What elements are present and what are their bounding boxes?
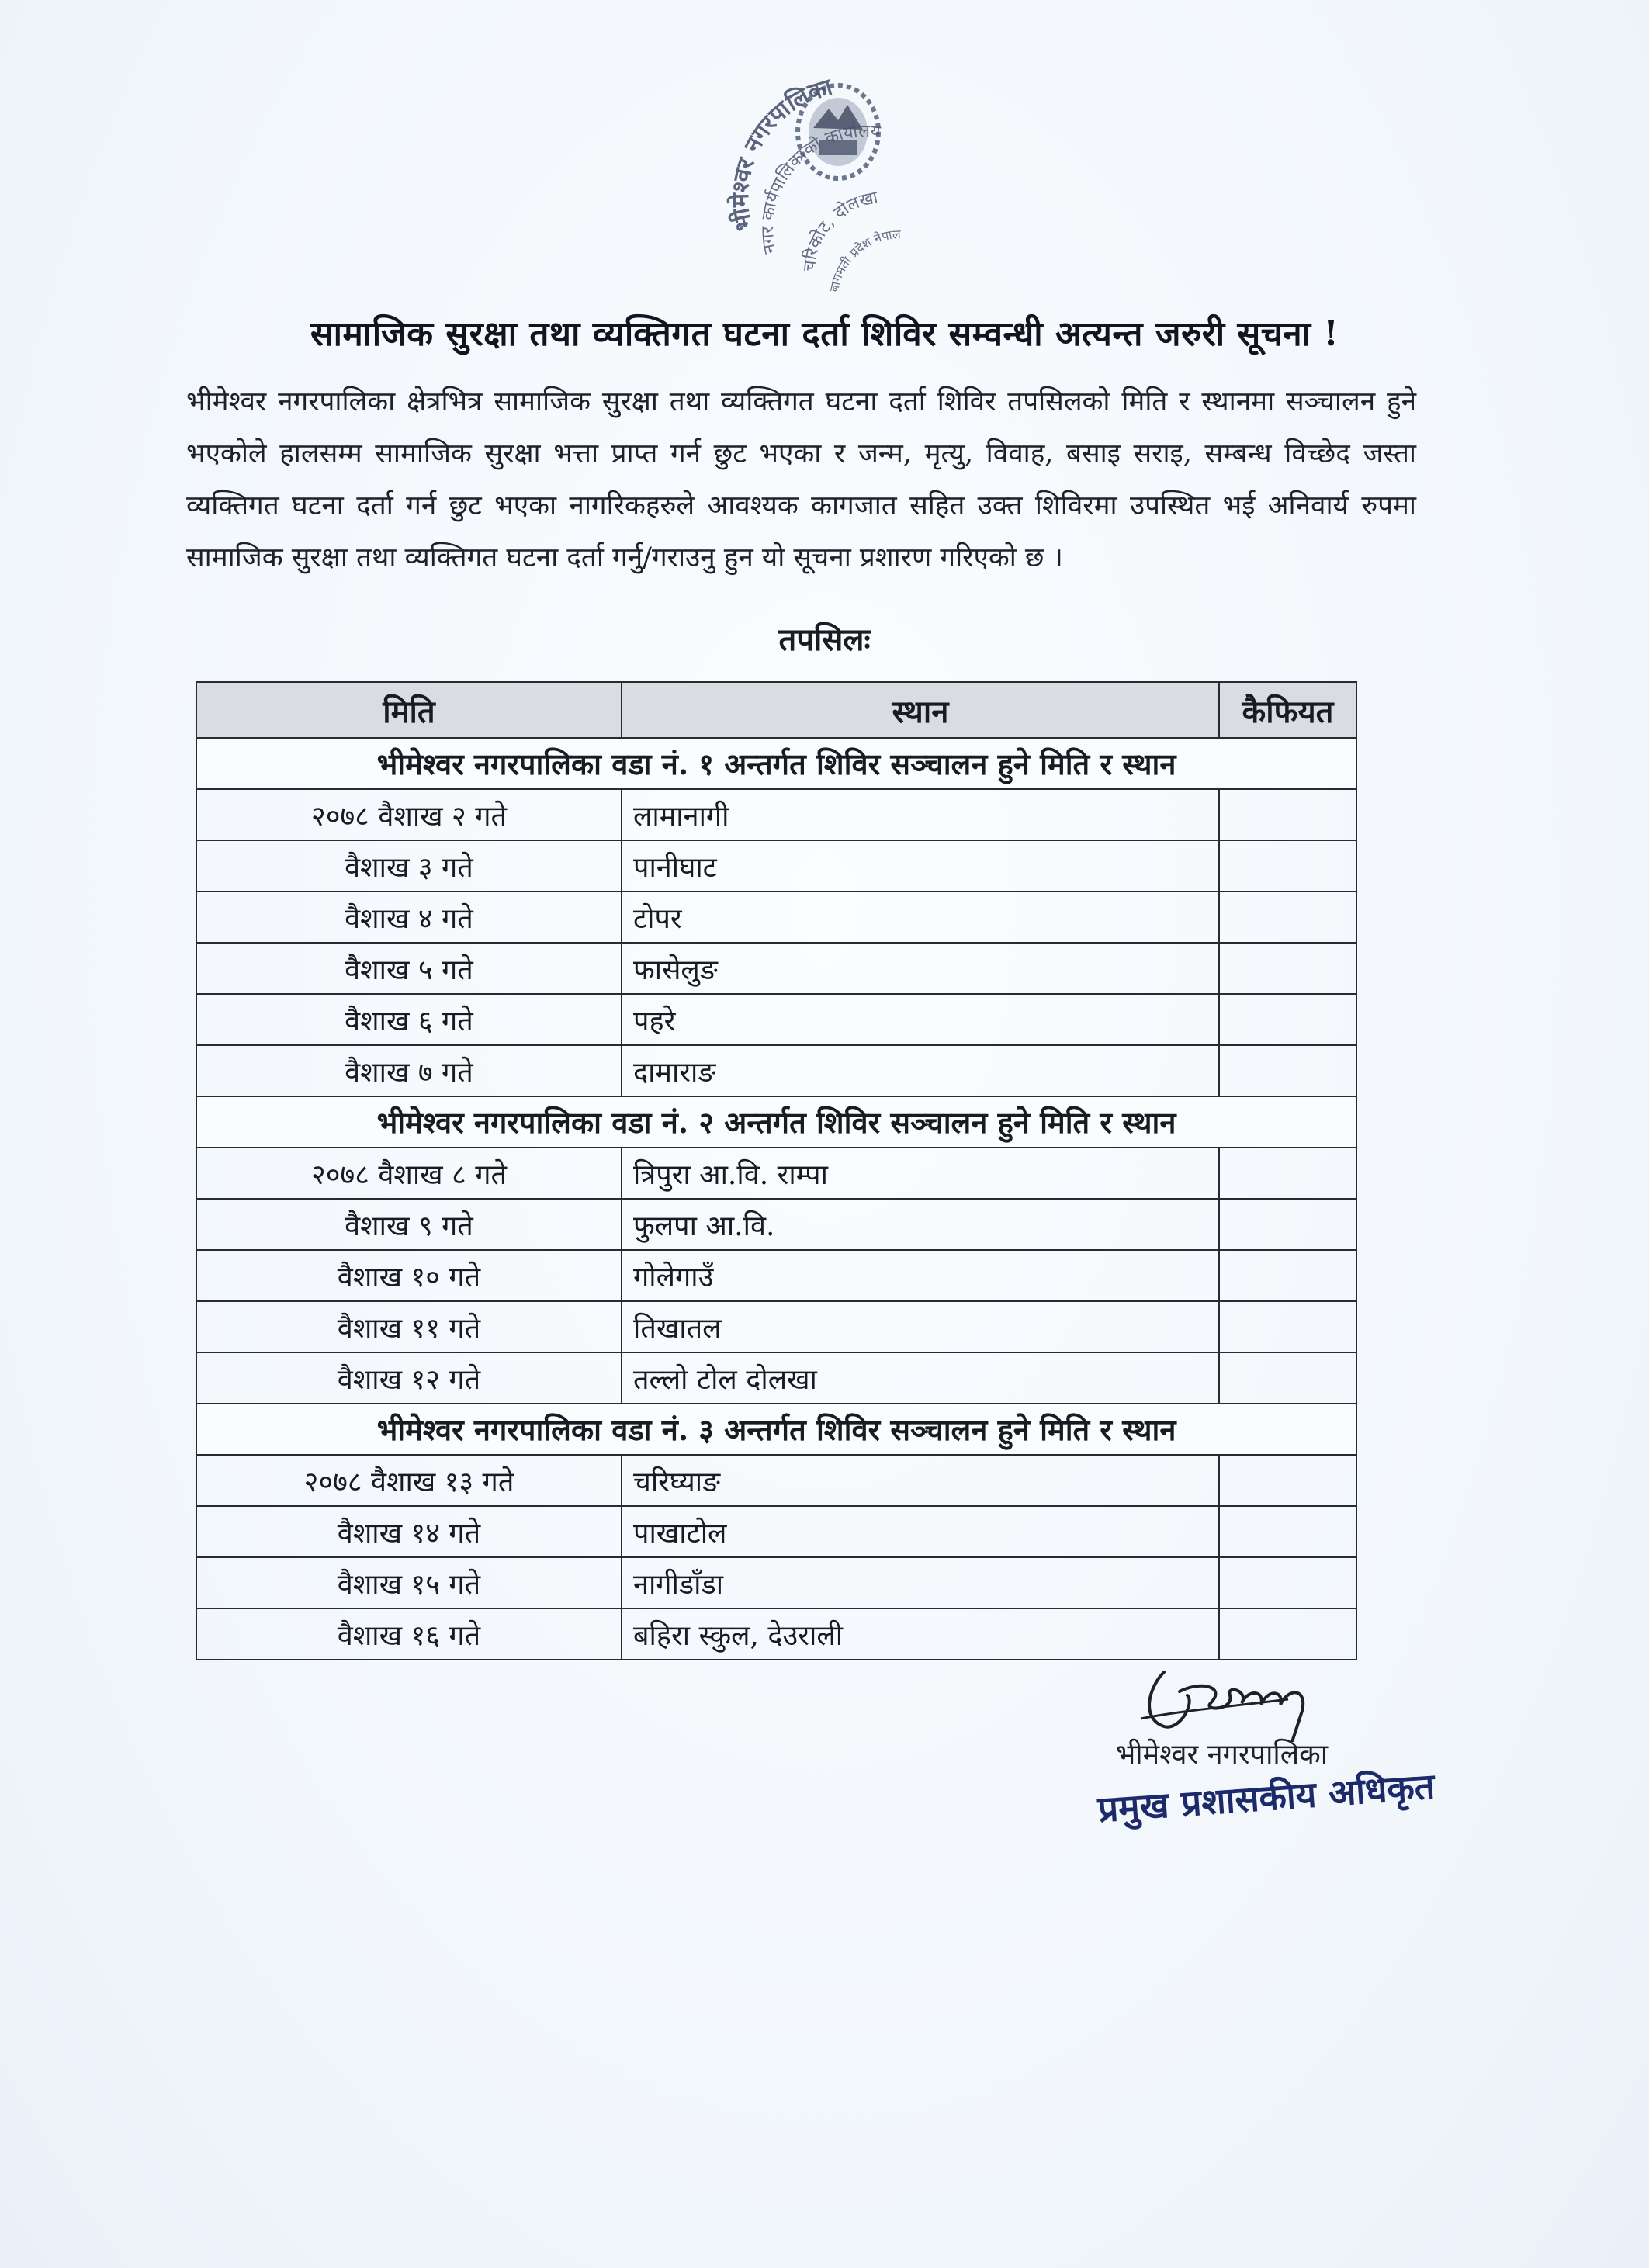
cell-date: २०७८ वैशाख ८ गते xyxy=(196,1148,622,1199)
cell-date: वैशाख १५ गते xyxy=(196,1557,622,1608)
cell-remarks xyxy=(1219,1250,1356,1301)
table-row xyxy=(196,943,1356,994)
cell-date: वैशाख १२ गते xyxy=(196,1352,622,1404)
table-row xyxy=(196,1045,1356,1096)
cell-date: २०७८ वैशाख २ गते xyxy=(196,789,622,840)
table-header-row xyxy=(196,682,1356,738)
cell-place: फुलपा आ.वि. xyxy=(622,1199,1219,1250)
table-row xyxy=(196,1301,1356,1352)
cell-date: वैशाख ७ गते xyxy=(196,1045,622,1096)
cell-date: वैशाख ४ गते xyxy=(196,892,622,943)
handwritten-signature xyxy=(1133,1657,1335,1742)
svg-text:बागमती प्रदेश नेपाल xyxy=(826,227,902,293)
table-row xyxy=(196,1250,1356,1301)
cell-remarks xyxy=(1219,1199,1356,1250)
cell-date: २०७८ वैशाख १३ गते xyxy=(196,1455,622,1506)
cell-place: पाखाटोल xyxy=(622,1506,1219,1557)
cell-remarks xyxy=(1219,1045,1356,1096)
cell-remarks xyxy=(1219,1557,1356,1608)
cell-remarks xyxy=(1219,840,1356,892)
designation-stamp: प्रमुख प्रशासकीय अधिकृत xyxy=(1096,1764,1436,1830)
signature-organization: भीमेश्वर नगरपालिका xyxy=(1116,1739,1329,1771)
notice-body: भीमेश्वर नगरपालिका क्षेत्रभित्र सामाजिक सुरक्षा तथा व्यक्तिगत घटना दर्ता शिविर तपसिलको मिति र स्थानमा सञ्चालन हुने भएकोले हालसम्म सामाजिक सुरक्षा भत्ता प्राप्त गर्न छुट भएका र जन्म, मृत्यु, विवाह, बसाइ सराइ, सम्बन्ध विच्छेद जस्ता व्यक्तिगत घटना दर्ता गर्न छुट भएका नागरिकहरुले आवश्यक कागजात सहित उक्त शिविरमा उपस्थित भई अनिवार्य रुपमा सामाजिक सुरक्षा तथा व्यक्तिगत घटना दर्ता गर्नु/गराउनु हुन यो सूचना प्रशारण गरिएको छ । xyxy=(186,386,1416,573)
cell-place: दामाराङ xyxy=(622,1045,1219,1096)
cell-place: नागीडाँडा xyxy=(622,1557,1219,1608)
cell-date: वैशाख ३ गते xyxy=(196,840,622,892)
table-row xyxy=(196,1352,1356,1404)
cell-place: टोपर xyxy=(622,892,1219,943)
ward-section-heading: भीमेश्वर नगरपालिका वडा नं. २ अन्तर्गत शिविर सञ्चालन हुने मिति र स्थान xyxy=(196,1096,1356,1148)
cell-date: वैशाख ९ गते xyxy=(196,1199,622,1250)
header-remarks: कैफियत xyxy=(1219,682,1356,738)
table-row xyxy=(196,1455,1356,1506)
seal-text-4: बागमती प्रदेश नेपाल xyxy=(826,227,902,293)
table-row xyxy=(196,789,1356,840)
cell-place: त्रिपुरा आ.वि. राम्पा xyxy=(622,1148,1219,1199)
cell-place: गोलेगाउँ xyxy=(622,1250,1219,1301)
table-row xyxy=(196,1506,1356,1557)
header-place: स्थान xyxy=(622,682,1219,738)
cell-remarks xyxy=(1219,1455,1356,1506)
cell-place: लामानागी xyxy=(622,789,1219,840)
cell-remarks xyxy=(1219,1352,1356,1404)
camp-schedule-table xyxy=(196,681,1357,1660)
table-row xyxy=(196,840,1356,892)
ward-section-heading-row xyxy=(196,738,1356,789)
table-row xyxy=(196,1557,1356,1608)
cell-date: वैशाख ५ गते xyxy=(196,943,622,994)
table-row xyxy=(196,1148,1356,1199)
cell-remarks xyxy=(1219,789,1356,840)
cell-date: वैशाख ११ गते xyxy=(196,1301,622,1352)
cell-place: फासेलुङ xyxy=(622,943,1219,994)
cell-date: वैशाख १६ गते xyxy=(196,1608,622,1660)
seal-text-2: नगर कार्यपालिकाको कार्यालय xyxy=(758,122,882,256)
cell-remarks xyxy=(1219,1608,1356,1660)
cell-remarks xyxy=(1219,892,1356,943)
municipality-seal-stamp xyxy=(722,74,978,299)
cell-remarks xyxy=(1219,1301,1356,1352)
notice-title: सामाजिक सुरक्षा तथा व्यक्तिगत घटना दर्ता शिविर सम्वन्धी अत्यन्त जरुरी सूचना ! xyxy=(310,314,1339,354)
ward-section-heading-row xyxy=(196,1404,1356,1455)
cell-remarks xyxy=(1219,943,1356,994)
header-date: मिति xyxy=(196,682,622,738)
cell-date: वैशाख ६ गते xyxy=(196,994,622,1045)
cell-remarks xyxy=(1219,1506,1356,1557)
ward-section-heading-row xyxy=(196,1096,1356,1148)
seal-text-1: भीमेश्वर नगरपालिका xyxy=(726,74,836,234)
cell-date: वैशाख १० गते xyxy=(196,1250,622,1301)
cell-remarks xyxy=(1219,1148,1356,1199)
cell-place: चरिघ्याङ xyxy=(622,1455,1219,1506)
cell-place: पानीघाट xyxy=(622,840,1219,892)
seal-text-3: चरिकोट, दोलखा xyxy=(799,188,880,272)
ward-section-heading: भीमेश्वर नगरपालिका वडा नं. १ अन्तर्गत शिविर सञ्चालन हुने मिति र स्थान xyxy=(196,738,1356,789)
table-row xyxy=(196,1199,1356,1250)
cell-place: पहरे xyxy=(622,994,1219,1045)
cell-place: बहिरा स्कुल, देउराली xyxy=(622,1608,1219,1660)
ward-section-heading: भीमेश्वर नगरपालिका वडा नं. ३ अन्तर्गत शिविर सञ्चालन हुने मिति र स्थान xyxy=(196,1404,1356,1455)
table-row xyxy=(196,1608,1356,1660)
table-row xyxy=(196,994,1356,1045)
cell-remarks xyxy=(1219,994,1356,1045)
cell-place: तिखातल xyxy=(622,1301,1219,1352)
table-body xyxy=(196,738,1356,1660)
table-row xyxy=(196,892,1356,943)
details-subheading: तपसिलः xyxy=(778,622,871,658)
cell-place: तल्लो टोल दोलखा xyxy=(622,1352,1219,1404)
cell-date: वैशाख १४ गते xyxy=(196,1506,622,1557)
